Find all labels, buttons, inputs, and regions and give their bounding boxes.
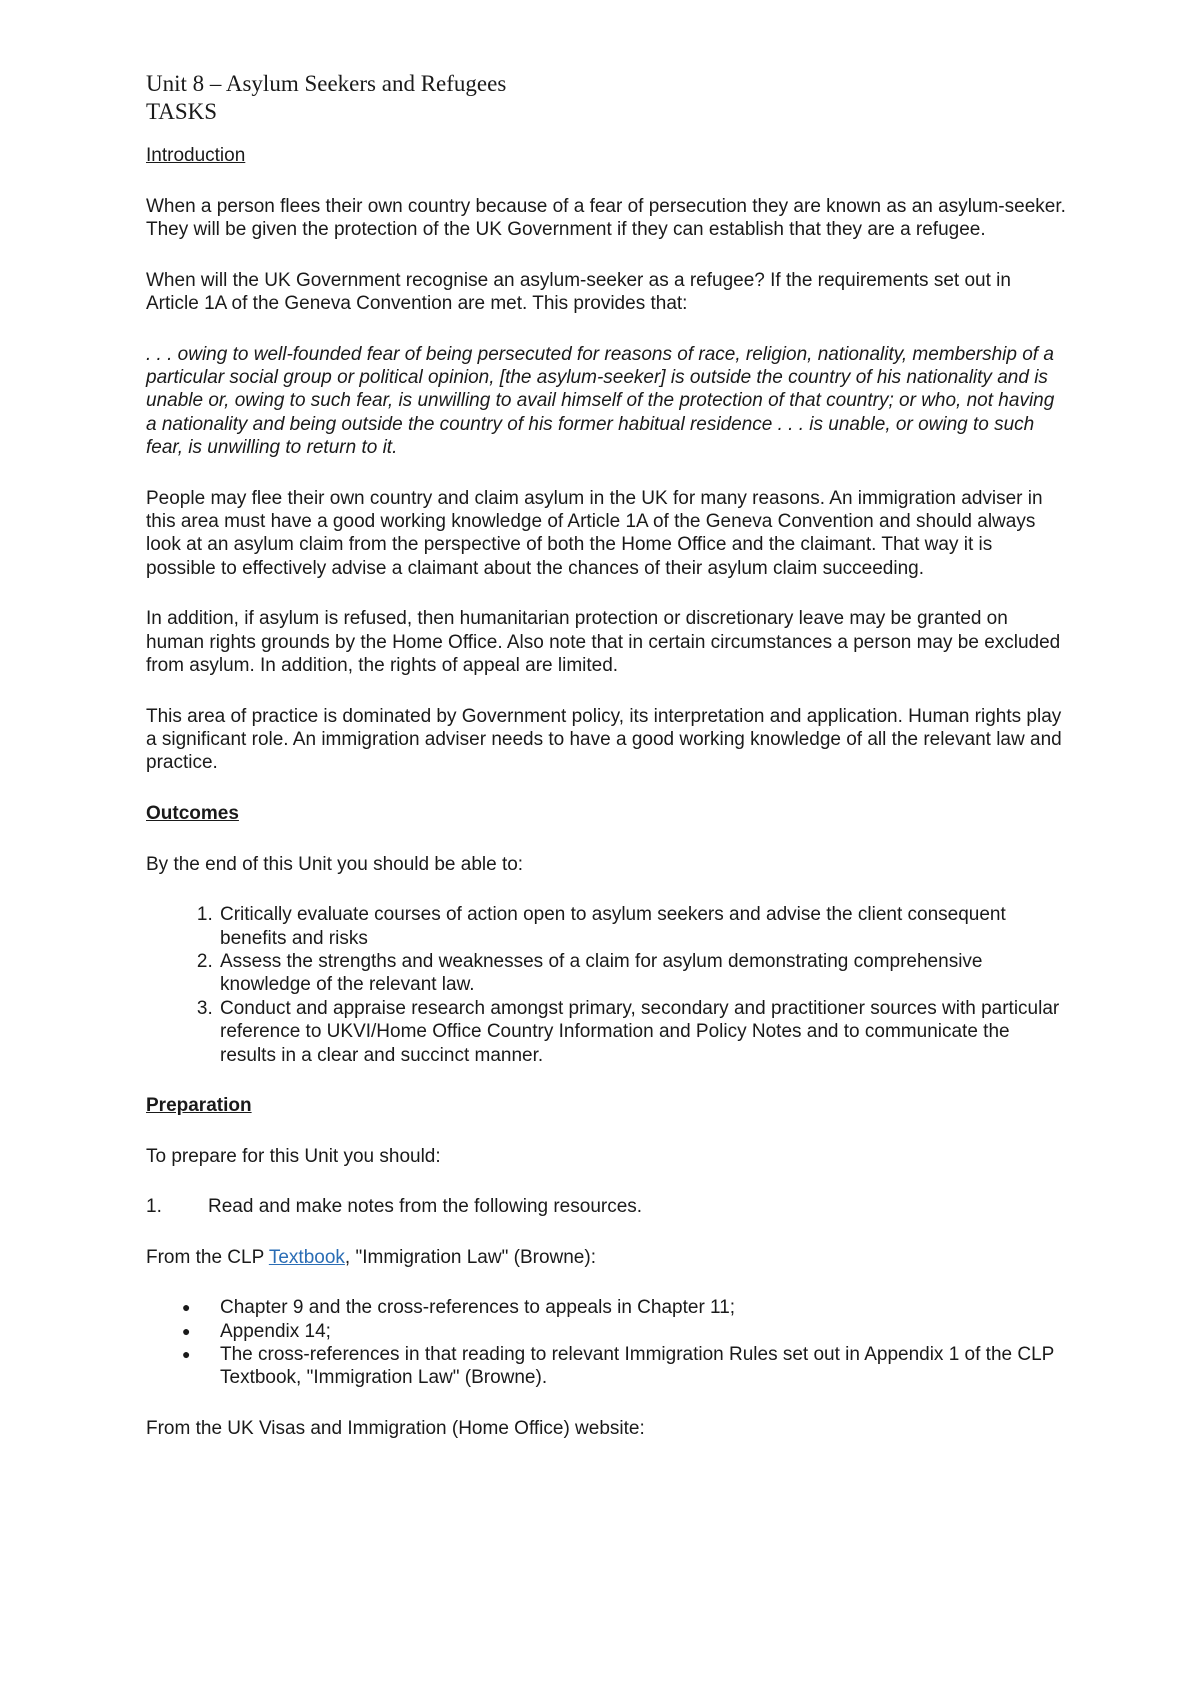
outcomes-list (146, 903, 1066, 1067)
step-number: 1. (146, 1196, 162, 1218)
reading-item-text: Appendix 14; (220, 1320, 331, 1342)
preparation-step (146, 1195, 1066, 1218)
bullet-icon: ● (182, 1346, 191, 1362)
outcomes-heading: Outcomes (146, 802, 239, 824)
textbook-suffix: , "Immigration Law" (Browne): (344, 1246, 596, 1268)
reading-item-text: Chapter 9 and the cross-references to appeals in Chapter 11; (220, 1297, 736, 1319)
outcome-item: 1. Critically evaluate courses of action open to asylum seekers and advise the client consequent benefits and risks (218, 903, 1066, 950)
preparation-heading: Preparation (146, 1094, 252, 1116)
reading-item (182, 1343, 1066, 1390)
textbook-line (146, 1246, 1066, 1269)
bullet-icon: ● (182, 1299, 191, 1316)
website-line: From the UK Visas and Immigration (Home Office) website: (146, 1417, 645, 1439)
introduction-heading: Introduction (146, 145, 246, 166)
intro-paragraph-3: People may flee their own country and claim asylum in the UK for many reasons. An immigration adviser in this area must have a good working knowledge of Article 1A of the Geneva Convention and should always look at an asylum claim from the perspective of both the Home Office and the claimant. That way it is possible to effectively advise a claimant about the chances of their asylum claim succeeding. (146, 487, 1043, 579)
reading-item (182, 1320, 1066, 1343)
intro-paragraph-4: In addition, if asylum is refused, then humanitarian protection or discretionary leave may be granted on human rights grounds by the Home Office. Also note that in certain circumstances a person may be excluded from asylum. In addition, the rights of appeal are limited. (146, 608, 1061, 677)
reading-list (146, 1296, 1066, 1390)
step-text: Read and make notes from the following resources. (208, 1196, 643, 1218)
geneva-convention-quote: . . . owing to well-founded fear of being persecuted for reasons of race, religion, nationality, membership of a particular social group or political opinion, [the asylum-seeker] is outside the country of his nationality and is unable or, owing to such fear, is unwilling to avail himself of the protection of that country; or who, not having a nationality and being outside the country of his former habitual residence . . . is unable, or owing to such fear, is unwilling to return to it. (146, 343, 1055, 459)
document-subtitle: TASKS (146, 99, 218, 124)
document-title: Unit 8 – Asylum Seekers and Refugees (146, 71, 507, 96)
reading-item-text: The cross-references in that reading to relevant Immigration Rules set out in Appendix 1 of the CLP Textbook, "Immigration Law" (Browne). (220, 1344, 1054, 1389)
document-page (146, 70, 1066, 1467)
textbook-link[interactable]: Textbook (268, 1246, 345, 1268)
reading-item (182, 1296, 1066, 1319)
intro-paragraph-5: This area of practice is dominated by Government policy, its interpretation and application. Human rights play a significant role. An immigration adviser needs to have a good working knowledge of all the relevant law and practice. (146, 705, 1062, 774)
bullet-icon: ● (182, 1322, 191, 1339)
intro-paragraph-2: When will the UK Government recognise an asylum-seeker as a refugee? If the requirements set out in Article 1A of the Geneva Convention are met. This provides that: (146, 269, 1011, 315)
outcomes-intro: By the end of this Unit you should be able to: (146, 853, 524, 875)
outcome-item: 3. Conduct and appraise research amongst primary, secondary and practitioner sources with particular reference to UKVI/Home Office Country Information and Policy Notes and to communicate the results in a clear and succinct manner. (218, 997, 1066, 1067)
intro-paragraph-1: When a person flees their own country because of a fear of persecution they are known as an asylum-seeker. They will be given the protection of the UK Government if they can establish that they are a refugee. (146, 196, 1066, 241)
preparation-intro: To prepare for this Unit you should: (146, 1145, 441, 1167)
textbook-prefix: From the CLP (146, 1246, 269, 1268)
outcome-item: 2. Assess the strengths and weaknesses of a claim for asylum demonstrating comprehensive knowledge of the relevant law. (218, 950, 1066, 997)
